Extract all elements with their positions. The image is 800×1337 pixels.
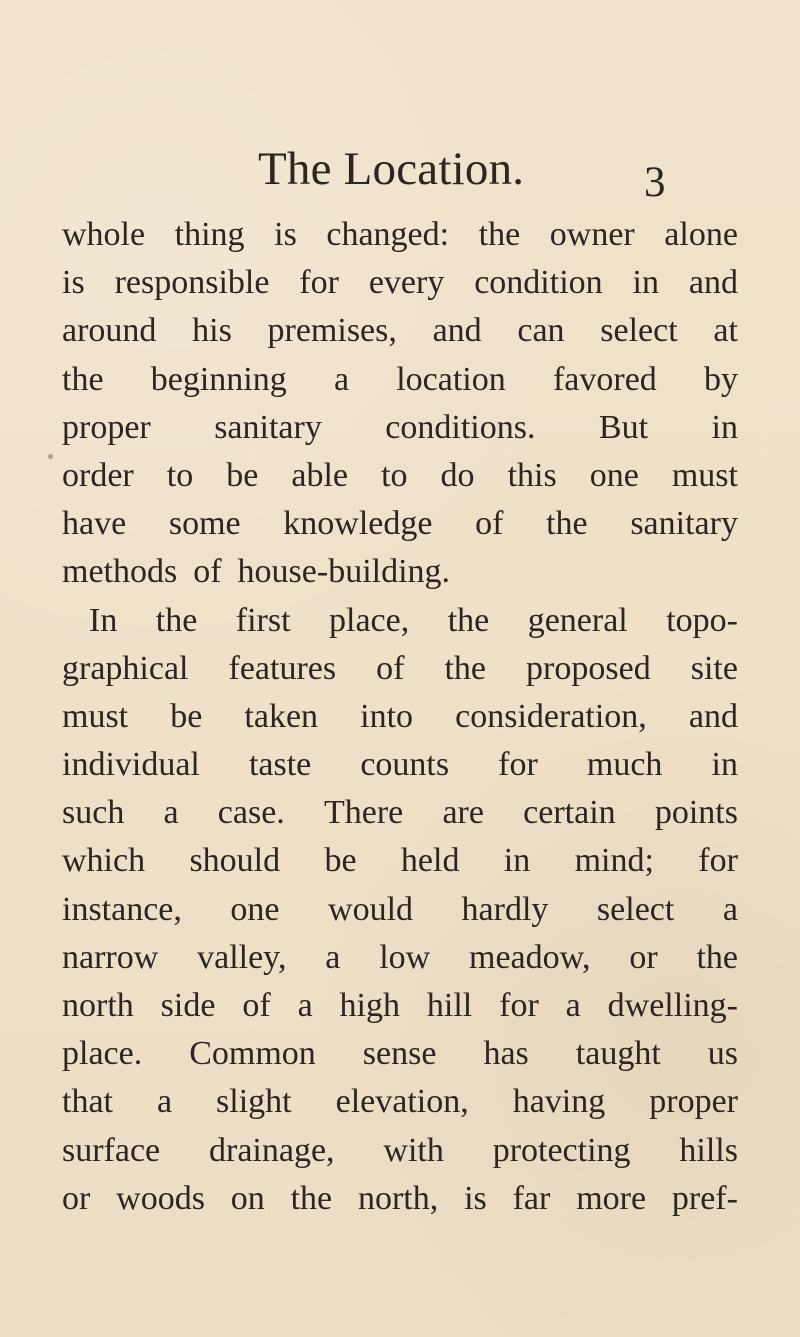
body-line (62, 1030, 738, 1078)
body-word: a (163, 794, 179, 832)
body-line (62, 741, 738, 789)
body-word: changed: (326, 216, 450, 253)
body-word: for (499, 987, 539, 1024)
body-word: counts (360, 746, 450, 784)
body-word: proper (649, 1083, 738, 1121)
body-word: hill (426, 987, 473, 1024)
body-word: of (193, 553, 222, 591)
body-word: the (155, 601, 198, 639)
body-word: methods (62, 553, 178, 591)
body-word: be (170, 697, 203, 735)
body-word: and (432, 312, 482, 350)
body-line (62, 886, 738, 934)
body-word: There (324, 794, 404, 832)
body-line (62, 597, 738, 645)
body-word: points (654, 794, 738, 832)
body-line (62, 1175, 738, 1223)
paper-speck (48, 454, 53, 459)
body-word: able (291, 456, 349, 494)
body-word: consideration, (455, 697, 647, 735)
body-word: owner (549, 216, 635, 253)
body-word: in (503, 842, 531, 880)
body-word: low (379, 938, 431, 976)
body-word: in (711, 746, 738, 784)
body-word: into (360, 697, 414, 735)
body-word: high (339, 987, 400, 1024)
body-line (62, 404, 738, 452)
body-word: to (166, 456, 194, 494)
body-word: protecting (492, 1131, 631, 1169)
body-word: around (62, 312, 157, 350)
body-word: by (704, 360, 738, 398)
body-word: favored (552, 360, 657, 398)
body-word: place, (329, 601, 410, 639)
body-word: a (722, 890, 738, 928)
body-word: far (512, 1179, 551, 1217)
body-line (62, 789, 738, 837)
body-line (62, 356, 738, 404)
body-word: condition (474, 264, 603, 302)
body-word: be (324, 842, 357, 880)
body-line (62, 693, 738, 741)
body-line (62, 548, 738, 596)
body-word: certain (523, 794, 616, 832)
body-word: having (512, 1083, 606, 1121)
body-word: taken (244, 697, 319, 735)
body-word: have (62, 505, 127, 543)
body-word: meadow, (469, 938, 591, 976)
body-word: side (160, 987, 216, 1024)
body-word: order (62, 456, 134, 494)
body-line (62, 1127, 738, 1175)
body-word: individual (62, 746, 200, 784)
body-word: and (688, 264, 738, 302)
body-word: select (596, 890, 675, 928)
body-word: a (325, 938, 341, 976)
body-word: in (632, 264, 659, 302)
body-word: taste (248, 746, 312, 784)
body-line (62, 934, 738, 982)
body-word: knowledge (283, 505, 433, 543)
body-word: responsible (114, 264, 270, 302)
body-word: in (711, 408, 738, 446)
body-word: much (586, 746, 663, 784)
body-word: his (192, 312, 232, 350)
body-line (62, 982, 738, 1030)
body-word: sense (362, 1035, 437, 1073)
body-word: house-building. (237, 553, 451, 591)
body-word: or (629, 938, 658, 976)
body-line (62, 645, 738, 693)
body-word: place. (62, 1035, 143, 1073)
body-word: features (228, 649, 337, 687)
body-word: taught (575, 1035, 661, 1073)
body-word: slight (216, 1083, 292, 1121)
body-word: for (299, 264, 339, 302)
body-word: thing (174, 216, 245, 253)
body-word: sanitary (214, 408, 322, 446)
body-word: north (62, 987, 134, 1024)
body-word: alone (664, 216, 738, 253)
body-word: surface (62, 1131, 161, 1169)
body-word: hills (679, 1131, 738, 1169)
body-word: for (498, 746, 538, 784)
body-word: for (698, 842, 738, 880)
body-word: valley, (197, 938, 287, 976)
body-word: drainage, (209, 1131, 335, 1169)
page-number: 3 (644, 159, 666, 206)
body-line (62, 259, 738, 307)
body-word: the (546, 505, 588, 543)
body-word: would (328, 890, 414, 928)
body-word: the (62, 360, 104, 398)
body-word: a (565, 987, 581, 1024)
body-word: with (383, 1131, 444, 1169)
body-word: a (156, 1083, 173, 1121)
body-word: conditions. (385, 408, 536, 446)
body-word: a (333, 360, 350, 398)
body-line (62, 500, 738, 548)
body-word: be (226, 456, 259, 494)
body-word: hardly (461, 890, 549, 928)
body-line (62, 211, 738, 259)
body-word: that (62, 1083, 113, 1121)
body-word: held (400, 842, 460, 880)
body-word: more (576, 1179, 647, 1217)
body-word: one (589, 456, 639, 494)
body-line (62, 307, 738, 355)
body-word: the (447, 601, 490, 639)
body-word: But (598, 408, 649, 446)
body-word: In (89, 601, 118, 639)
body-word: whole (62, 216, 146, 253)
body-word: must (62, 697, 129, 735)
body-word: mind; (574, 842, 654, 880)
body-word: of (376, 649, 405, 687)
body-word: proper (62, 408, 151, 446)
body-word: some (168, 505, 241, 543)
running-head: The Location. (258, 143, 525, 195)
body-word: woods (116, 1179, 205, 1217)
body-word: the (696, 938, 738, 976)
body-word: can (517, 312, 565, 350)
body-word: select (600, 312, 678, 350)
body-word: or (62, 1179, 91, 1217)
body-word: the (290, 1179, 333, 1217)
body-word: dwelling- (607, 987, 738, 1024)
body-line (62, 1078, 738, 1126)
body-word: is (62, 264, 85, 302)
body-word: premises, (267, 312, 397, 350)
body-word: of (242, 987, 271, 1024)
body-word: elevation, (335, 1083, 469, 1121)
body-line (62, 837, 738, 885)
body-word: must (671, 456, 738, 494)
body-word: case. (217, 794, 285, 832)
body-word: the (478, 216, 521, 253)
body-word: is (274, 216, 297, 253)
body-word: should (189, 842, 281, 880)
body-word: Common (189, 1035, 316, 1073)
body-word: us (707, 1035, 738, 1073)
body-word: graphical (62, 649, 189, 687)
body-word: pref- (671, 1179, 738, 1217)
body-word: and (688, 697, 738, 735)
body-word: general (527, 601, 628, 639)
page-body (62, 211, 738, 1223)
body-word: a (297, 987, 313, 1024)
body-word: beginning (150, 360, 287, 398)
body-word: which (62, 842, 146, 880)
body-word: at (713, 312, 738, 350)
body-word: topo- (666, 601, 738, 639)
body-word: such (62, 794, 125, 832)
body-word: this (507, 456, 557, 494)
body-word: on (230, 1179, 265, 1217)
body-word: one (230, 890, 280, 928)
body-word: instance, (62, 890, 182, 928)
body-word: the (444, 649, 487, 687)
body-word: has (483, 1035, 529, 1073)
body-word: is (464, 1179, 487, 1217)
body-word: location (396, 360, 506, 398)
body-word: do (440, 456, 475, 494)
body-word: first (235, 601, 291, 639)
body-word: north, (357, 1179, 439, 1217)
body-word: are (442, 794, 484, 832)
body-word: proposed (526, 649, 651, 687)
body-line (62, 452, 738, 500)
body-word: every (368, 264, 445, 302)
body-word: of (475, 505, 504, 543)
body-word: site (690, 649, 738, 687)
body-word: to (381, 456, 408, 494)
body-word: sanitary (630, 505, 738, 543)
body-word: narrow (62, 938, 159, 976)
